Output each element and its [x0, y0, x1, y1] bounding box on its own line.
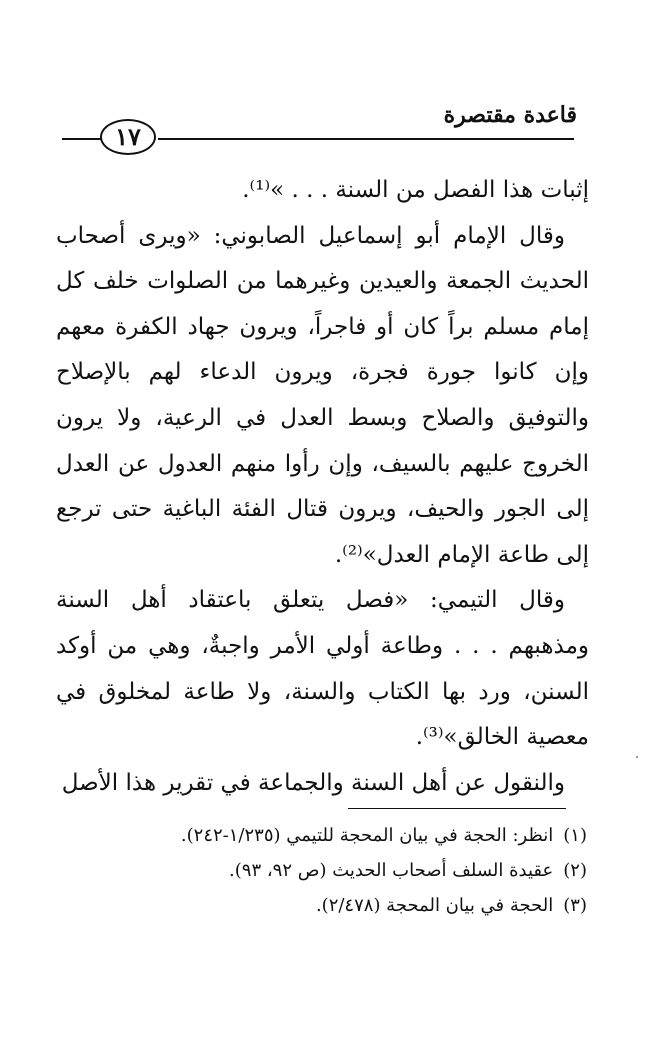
footnote-2 — [60, 853, 587, 888]
scan-speck — [636, 756, 638, 758]
paragraph-sabuni-quote: وقال الإمام أبو إسماعيل الصابوني: «ويرى أصحاب الحديث الجمعة والعيدين وغيرهما من الصلوات خلف كل إمام مسلم براً كان أو فاجراً، ويرون جهاد الكفرة معهم وإن كانوا جورة فجرة، ويرون الدعاء لهم بالإصلاح والتوفيق والصلاح وبسط العدل في الرعية، ولا يرون الخروج عليهم بالسيف، وإن رأوا منهم العدول عن العدل إلى الجور والحيف، ويرون قتال الفئة الباغية حتى ترجع إلى طاعة الإمام العدل»⁽²⁾. — [56, 222, 589, 568]
footnote-1 — [60, 818, 587, 853]
paragraph-taymi-quote: وقال التيمي: «فصل يتعلق باعتقاد أهل السنة ومذهبهم . . . وطاعة أولي الأمر واجبةٌ، وهي من أوكد السنن، ورد بها الكتاب والسنة، ولا طاعة لمخلوق في معصية الخالق»⁽³⁾. — [56, 587, 589, 751]
page-number-badge: ١٧ — [100, 119, 156, 155]
footnote-number: (٣) — [563, 895, 587, 916]
header-rule-right — [158, 138, 574, 140]
header-rule-left — [62, 138, 102, 140]
footnote-number: (١) — [563, 825, 587, 846]
footnote-text: انظر: الحجة في بيان المحجة للتيمي (١/٢٣٥-٢٤٢). — [180, 825, 554, 846]
footnote-text: الحجة في بيان المحجة (٢/٤٧٨). — [315, 895, 554, 916]
paragraph-continuation: إثبات هذا الفصل من السنة . . . »⁽¹⁾. — [242, 177, 589, 203]
main-text — [56, 168, 589, 806]
paragraph-transmissions: والنقول عن أهل السنة والجماعة في تقرير هذا الأصل — [61, 769, 565, 796]
footnotes — [60, 818, 587, 923]
footnote-separator — [348, 808, 566, 809]
footnote-number: (٢) — [563, 860, 587, 881]
footnote-3 — [60, 888, 587, 923]
running-title: قاعدة مقتصرة — [443, 102, 577, 128]
footnote-text: عقيدة السلف أصحاب الحديث (ص ٩٢، ٩٣). — [229, 860, 554, 881]
